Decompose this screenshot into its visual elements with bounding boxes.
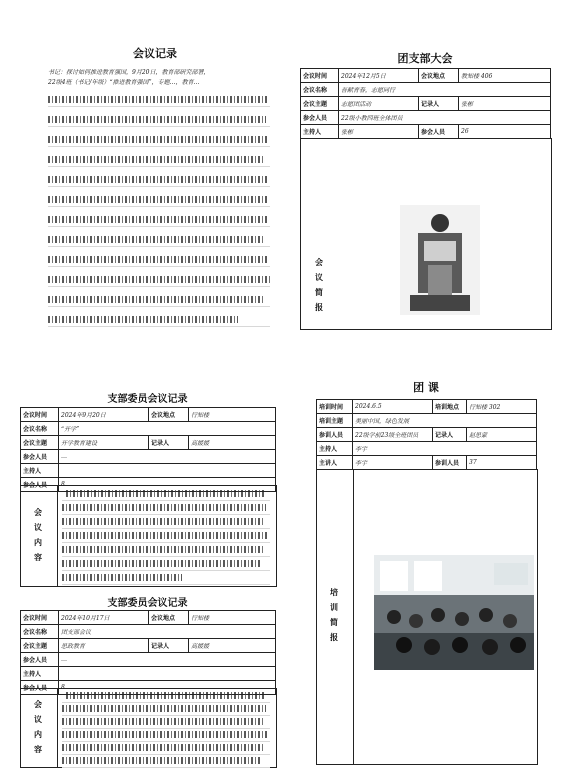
name-label: 会议名称 (21, 625, 59, 639)
side-char: 议 (315, 273, 323, 282)
meeting-info-table (20, 407, 276, 492)
name-value: 吾献青春，志愿同行 (339, 83, 551, 97)
page-title: 支部委员会议记录 (107, 598, 188, 609)
handwriting-line (48, 247, 270, 267)
recorder-label: 记录人 (149, 639, 189, 653)
side-char: 会 (34, 700, 42, 709)
meeting-info-table (20, 610, 276, 695)
handwriting-line (48, 207, 270, 227)
time-value: 2024年9月20日 (59, 408, 149, 422)
handwriting-line (48, 147, 270, 167)
place-value: 行知楼 (189, 408, 276, 422)
attendees-value: 37 (467, 456, 537, 470)
side-char: 培 (330, 588, 338, 597)
side-char: 报 (330, 633, 338, 642)
meeting-photo (400, 205, 480, 315)
handwriting-line (48, 187, 270, 207)
side-char: 会 (315, 258, 323, 267)
time-label: 培训时间 (317, 400, 353, 414)
place-label: 培训地点 (433, 400, 467, 414)
handwriting-line (48, 87, 270, 107)
handwriting-line (62, 729, 270, 742)
side-char: 议 (34, 715, 42, 724)
side-char: 议 (34, 523, 42, 532)
handwriting-line (48, 127, 270, 147)
participants-value: 22级小教四班全体团员 (339, 111, 551, 125)
time-label: 会议时间 (21, 611, 59, 625)
attendees-label: 参会人员 (419, 125, 459, 139)
briefing-side-label (304, 230, 334, 340)
page-title: 团 课 (413, 381, 439, 394)
theme-label: 培训主题 (317, 414, 353, 428)
host-value (59, 464, 276, 478)
handwriting-line (62, 755, 270, 768)
handwriting-line (62, 543, 270, 557)
recorder-value: 张彬 (459, 97, 551, 111)
page-title: 团支部大会 (397, 52, 453, 65)
side-char: 简 (315, 288, 323, 297)
side-char: 报 (315, 303, 323, 312)
host-value (59, 667, 276, 681)
theme-value: 志愿团活动 (339, 97, 419, 111)
content-side-label (20, 490, 56, 580)
handwriting-line (62, 529, 270, 543)
host-value: 李宇 (353, 442, 537, 456)
side-char: 容 (34, 553, 42, 562)
name-value: 团支部会议 (59, 625, 276, 639)
handwriting-line (48, 167, 270, 187)
handwriting-line (62, 716, 270, 729)
handwriting-line (48, 287, 270, 307)
host-value: 张彬 (339, 125, 419, 139)
lecturer-label: 主讲人 (317, 456, 353, 470)
side-char: 内 (34, 730, 42, 739)
host-label: 主持人 (317, 442, 353, 456)
host-label: 主持人 (301, 125, 339, 139)
handwriting-line: 22级4班（书记/年级）“推进教育强国”，专题…，教育… (48, 79, 200, 86)
recorder-value: 赵思蒙 (467, 428, 537, 442)
handwriting-line (62, 487, 270, 501)
place-label: 会议地点 (149, 611, 189, 625)
time-value: 2024年12月5日 (339, 69, 419, 83)
attendees-label: 参会人员 (21, 681, 59, 695)
meeting-record-page (30, 25, 280, 345)
recorder-value: 高媛媛 (189, 436, 276, 450)
attendees-value: 8 (59, 681, 276, 695)
time-value: 2024年10月17日 (59, 611, 149, 625)
time-value: 2024.6.5 (353, 400, 433, 414)
name-label: 会议名称 (301, 83, 339, 97)
briefing-side-label (316, 565, 352, 665)
attendees-label: 参训人员 (433, 456, 467, 470)
attendees-value: 26 (459, 125, 551, 139)
league-lesson-page (316, 375, 536, 765)
handwriting-line (48, 107, 270, 127)
handwriting-line (48, 267, 270, 287)
lecturer-value: 李宇 (353, 456, 433, 470)
recorder-label: 记录人 (419, 97, 459, 111)
participants-label: 参会人员 (21, 653, 59, 667)
place-value: 行知楼 302 (467, 400, 537, 414)
side-char: 会 (34, 508, 42, 517)
content-side-label (20, 692, 56, 762)
handwritten-body (48, 67, 270, 327)
participants-value: 22级学前23级全班团员 (353, 428, 433, 442)
theme-value: 开学教育建设 (59, 436, 149, 450)
participants-value: … (59, 653, 276, 667)
name-value: “开学” (59, 422, 276, 436)
committee-record-page-2 (20, 592, 275, 768)
handwriting-line: 书记：探讨如何推进教育强国，9月20日，教育部研究部署， (48, 69, 210, 76)
handwritten-content (62, 487, 270, 585)
handwriting-line (62, 703, 270, 716)
page-title: 支部委员会议记录 (107, 394, 188, 405)
handwriting-line (62, 501, 270, 515)
theme-value: 美丽中国，绿色发展 (353, 414, 537, 428)
side-char: 容 (34, 745, 42, 754)
participants-label: 参会人员 (301, 111, 339, 125)
handwriting-line (62, 742, 270, 755)
training-info-table (316, 399, 537, 470)
handwriting-line (62, 571, 270, 585)
host-label: 主持人 (21, 464, 59, 478)
place-value: 行知楼 (189, 611, 276, 625)
participants-label: 参会人员 (21, 450, 59, 464)
recorder-label: 记录人 (433, 428, 467, 442)
time-label: 会议时间 (301, 69, 339, 83)
participants-value: … (59, 450, 276, 464)
name-label: 会议名称 (21, 422, 59, 436)
attendees-value: 8 (59, 478, 276, 492)
classroom-photo (374, 555, 534, 670)
theme-label: 会议主题 (301, 97, 339, 111)
host-label: 主持人 (21, 667, 59, 681)
place-label: 会议地点 (419, 69, 459, 83)
handwriting-line (48, 307, 270, 327)
handwriting-line (48, 227, 270, 247)
place-label: 会议地点 (149, 408, 189, 422)
theme-label: 会议主题 (21, 436, 59, 450)
league-branch-meeting-page (300, 40, 550, 330)
theme-label: 会议主题 (21, 639, 59, 653)
handwriting-line (62, 690, 270, 703)
handwritten-content (62, 690, 270, 768)
theme-value: 思政教育 (59, 639, 149, 653)
side-char: 训 (330, 603, 338, 612)
side-char: 简 (330, 618, 338, 627)
participants-label: 参训人员 (317, 428, 353, 442)
place-value: 教知楼 406 (459, 69, 551, 83)
time-label: 会议时间 (21, 408, 59, 422)
attendees-label: 参会人员 (21, 478, 59, 492)
side-char: 内 (34, 538, 42, 547)
committee-record-page-1 (20, 385, 275, 590)
recorder-label: 记录人 (149, 436, 189, 450)
handwriting-line (62, 515, 270, 529)
recorder-value: 高媛媛 (189, 639, 276, 653)
page-title: 会议记录 (133, 47, 177, 60)
handwriting-line (62, 557, 270, 571)
meeting-info-table (300, 68, 551, 139)
